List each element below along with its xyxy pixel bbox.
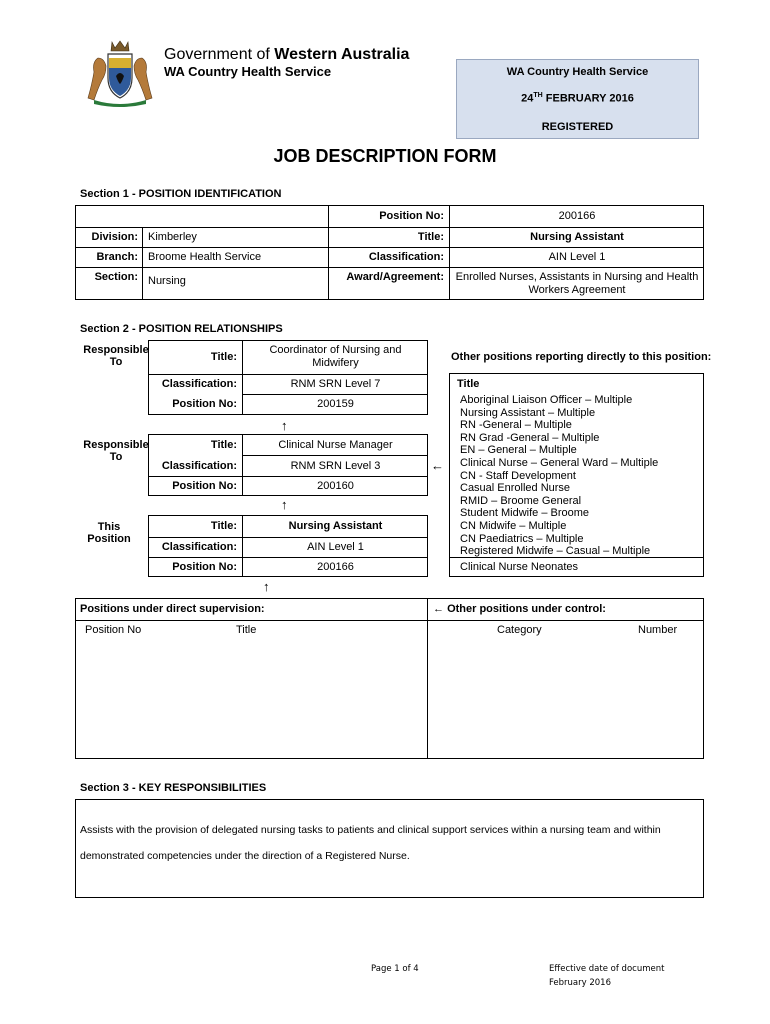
- page-number: Page 1 of 4: [371, 964, 419, 974]
- control-col-number: Number: [638, 624, 678, 636]
- tp-class-value: AIN Level 1: [307, 541, 364, 553]
- government-name: Government of Western Australia: [164, 46, 410, 63]
- r1-title-value: Coordinator of Nursing and Midwifery: [269, 344, 402, 369]
- title-label: Title:: [417, 231, 444, 243]
- effective-date-value: February 2016: [549, 978, 611, 988]
- list-item: CN - Staff Development: [460, 469, 576, 482]
- list-item: CN Paediatrics – Multiple: [460, 532, 584, 545]
- branch-label: Branch:: [96, 251, 138, 263]
- r2-title-label: Title:: [210, 439, 237, 451]
- supervision-col-position-no: Position No: [85, 624, 142, 636]
- up-arrow-icon: ↑: [281, 418, 288, 433]
- section-label: Section:: [94, 271, 138, 283]
- division-label: Division:: [91, 231, 138, 243]
- left-arrow-icon: ←: [433, 603, 448, 615]
- r2-class-value: RNM SRN Level 3: [290, 460, 381, 472]
- control-col-category: Category: [497, 624, 542, 636]
- control-heading: ← Other positions under control:: [433, 603, 606, 615]
- wa-government-crest: [80, 38, 160, 108]
- r1-posno-value: 200159: [317, 398, 354, 410]
- r2-class-label: Classification:: [161, 460, 237, 472]
- list-item: RN Grad -General – Multiple: [460, 431, 600, 444]
- list-item: Clinical Nurse – General Ward – Multiple: [460, 456, 659, 469]
- tp-title-value: Nursing Assistant: [288, 520, 383, 532]
- stamp-status: REGISTERED: [541, 121, 614, 133]
- tp-title-label: Title:: [210, 520, 237, 532]
- effective-date-label: Effective date of document: [549, 964, 665, 974]
- section3-heading: Section 3 - KEY RESPONSIBILITIES: [80, 782, 267, 794]
- left-arrow-icon: ←: [431, 458, 444, 473]
- up-arrow-icon: ↑: [263, 579, 270, 594]
- health-service-name: WA Country Health Service: [164, 64, 332, 79]
- this-position-label: This Position: [87, 521, 131, 545]
- list-item: CN Midwife – Multiple: [460, 519, 567, 532]
- other-positions-last: Clinical Nurse Neonates: [460, 561, 578, 573]
- r2-posno-value: 200160: [317, 480, 354, 492]
- branch-value: Broome Health Service: [148, 251, 262, 263]
- award-value: Enrolled Nurses, Assistants in Nursing and Health Workers Agreement: [455, 271, 699, 296]
- r2-posno-label: Position No:: [172, 480, 237, 492]
- list-item: Registered Midwife – Casual – Multiple: [460, 545, 651, 558]
- list-item: Student Midwife – Broome: [460, 507, 590, 520]
- tp-posno-label: Position No:: [172, 561, 237, 573]
- list-item: Aboriginal Liaison Officer – Multiple: [460, 394, 633, 406]
- r1-class-label: Classification:: [161, 378, 237, 390]
- supervision-heading: Positions under direct supervision:: [80, 603, 265, 615]
- section1-heading: Section 1 - POSITION IDENTIFICATION: [80, 188, 282, 200]
- r1-title-label: Title:: [210, 351, 237, 363]
- r1-posno-label: Position No:: [172, 398, 237, 410]
- registration-stamp: [456, 59, 699, 139]
- stamp-service: WA Country Health Service: [506, 66, 649, 78]
- list-item: RMID – Broome General: [460, 494, 582, 507]
- classification-label: Classification:: [368, 251, 444, 263]
- key-responsibilities-box: [75, 799, 704, 898]
- up-arrow-icon: ↑: [281, 497, 288, 512]
- r2-title-value: Clinical Nurse Manager: [278, 439, 393, 451]
- list-item: RN -General – Multiple: [460, 419, 572, 432]
- tp-class-label: Classification:: [161, 541, 237, 553]
- responsible-to-label-1: Responsible To: [83, 344, 149, 368]
- award-label: Award/Agreement:: [346, 271, 444, 283]
- other-positions-col-title: Title: [457, 378, 480, 390]
- supervision-control-table: [75, 598, 704, 759]
- document-title: JOB DESCRIPTION FORM: [273, 146, 497, 166]
- position-no-label: Position No:: [379, 210, 444, 222]
- responsible-to-label-2: Responsible To: [83, 439, 149, 463]
- r1-class-value: RNM SRN Level 7: [290, 378, 381, 390]
- title-value: Nursing Assistant: [530, 231, 624, 243]
- section2-heading: Section 2 - POSITION RELATIONSHIPS: [80, 323, 283, 335]
- other-positions-list: [460, 394, 658, 558]
- other-positions-heading: Other positions reporting directly to this position:: [451, 351, 712, 363]
- tp-posno-value: 200166: [317, 561, 354, 573]
- section-value: Nursing: [148, 275, 186, 287]
- division-value: Kimberley: [148, 231, 197, 243]
- classification-value: AIN Level 1: [548, 251, 606, 263]
- position-no-value: 200166: [558, 210, 596, 222]
- responsibility-line-2: demonstrated competencies under the direction of a Registered Nurse.: [80, 850, 410, 862]
- stamp-date: 24TH FEBRUARY 2016: [521, 92, 634, 105]
- list-item: Casual Enrolled Nurse: [460, 482, 571, 495]
- list-item: EN – General – Multiple: [460, 444, 577, 457]
- responsibility-line-1: Assists with the provision of delegated nursing tasks to patients and clinical support services within a nursing team and within: [80, 824, 661, 836]
- supervision-col-title: Title: [236, 624, 257, 636]
- list-item: Nursing Assistant – Multiple: [460, 406, 596, 419]
